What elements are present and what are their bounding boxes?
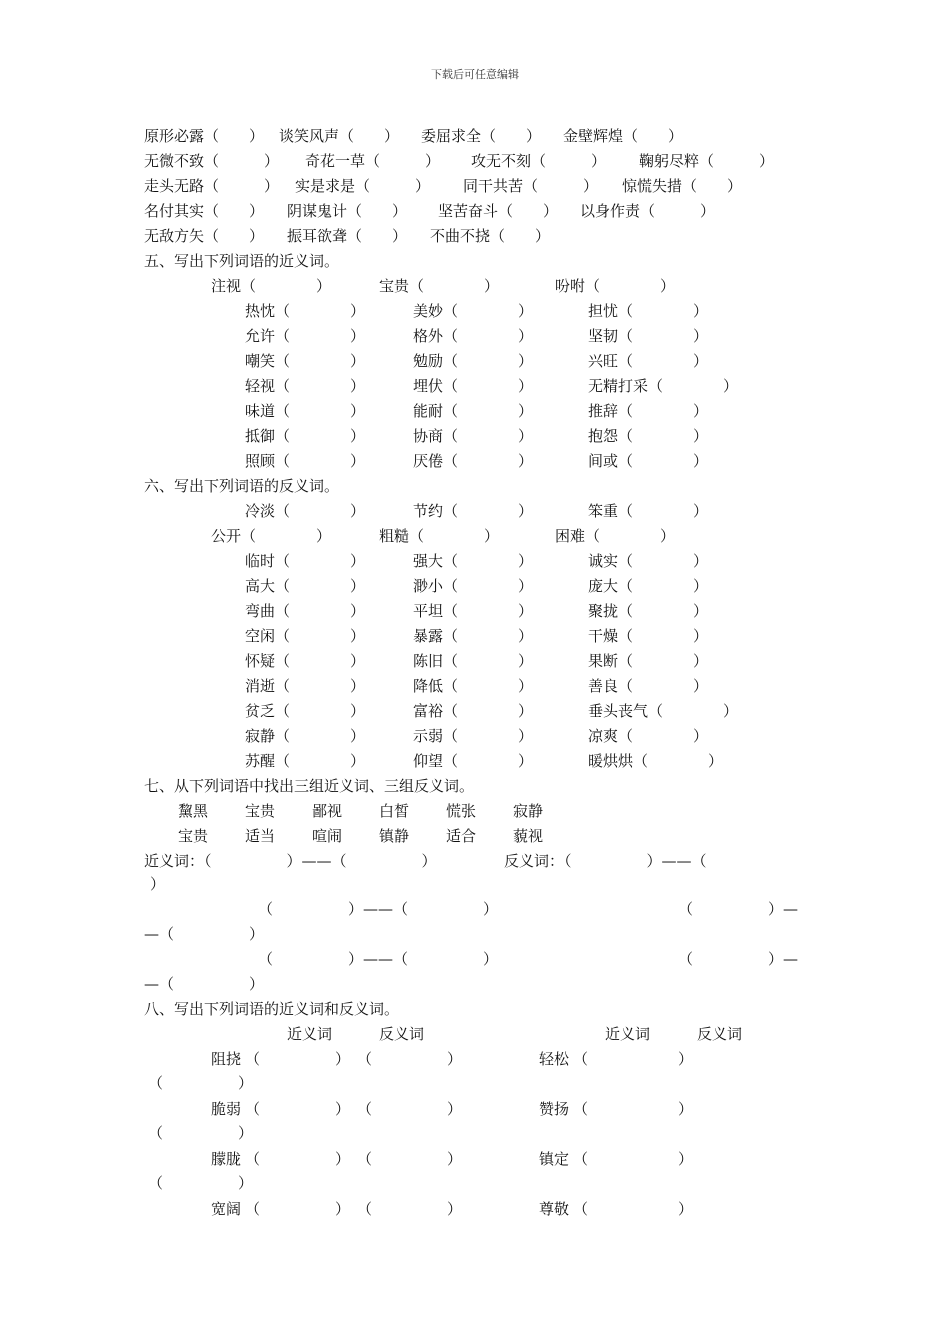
word-item: 降低（ ） <box>413 677 534 695</box>
idiom-item: 金壁辉煌（ ） <box>563 127 684 145</box>
word-item: 嘲笑（ ） <box>245 352 366 370</box>
word-item: 垂头丧气（ ） <box>588 702 739 720</box>
wrap-blank: —（ ） <box>144 925 265 943</box>
word-item: 临时（ ） <box>245 552 366 570</box>
word-item: 寂静（ ） <box>245 727 366 745</box>
word-item: 慌张 <box>446 802 477 820</box>
word-item: 平坦（ ） <box>413 602 534 620</box>
word-row <box>0 674 950 698</box>
word-item: 苏醒（ ） <box>245 752 366 770</box>
idiom-item: 以身作责（ ） <box>580 202 716 220</box>
blank: （ ） <box>573 1050 694 1068</box>
word-item: 寂静 <box>513 802 544 820</box>
word-item: 间或（ ） <box>588 452 709 470</box>
word-item: 味道（ ） <box>245 402 366 420</box>
col-antonym-header: 反义词 <box>697 1025 743 1043</box>
word-row <box>0 699 950 723</box>
word-item: 强大（ ） <box>413 552 534 570</box>
word-item: 格外（ ） <box>413 327 534 345</box>
word-item: 善良（ ） <box>588 677 709 695</box>
word-item: 热忱（ ） <box>245 302 366 320</box>
word-item: 果断（ ） <box>588 652 709 670</box>
idiom-item: 原形必露（ ） <box>144 127 265 145</box>
word-item: 赞扬 <box>539 1100 570 1118</box>
blank: （ ） <box>245 1150 351 1168</box>
idiom-item: 坚苦奋斗（ ） <box>438 202 559 220</box>
blank: （ ） <box>148 1124 254 1142</box>
word-row <box>0 324 950 348</box>
word-item: 空闲（ ） <box>245 627 366 645</box>
section-title <box>0 474 950 498</box>
word-item: 吩咐（ ） <box>555 277 676 295</box>
answer-row <box>0 897 950 921</box>
word-item: 轻视（ ） <box>245 377 366 395</box>
word-item: 镇定 <box>539 1150 570 1168</box>
idiom-item: 攻无不刻（ ） <box>471 152 607 170</box>
word-item: 勉励（ ） <box>413 352 534 370</box>
word-item: 宽阔 <box>211 1200 242 1218</box>
answer-row <box>0 849 950 873</box>
word-item: 抱怨（ ） <box>588 427 709 445</box>
word-item: 示弱（ ） <box>413 727 534 745</box>
word-item: 富裕（ ） <box>413 702 534 720</box>
word-item: 能耐（ ） <box>413 402 534 420</box>
word-item: 消逝（ ） <box>245 677 366 695</box>
word-row <box>0 724 950 748</box>
pair-row <box>0 1197 950 1221</box>
antonym-pair: （ ）— <box>678 900 799 918</box>
idiom-row <box>0 149 950 173</box>
antonym-pair: （ ）— <box>678 950 799 968</box>
word-item: 抵御（ ） <box>245 427 366 445</box>
idiom-item: 不曲不挠（ ） <box>430 227 551 245</box>
word-row <box>0 574 950 598</box>
idiom-item: 名付其实（ ） <box>144 202 265 220</box>
idiom-item: 惊慌失措（ ） <box>622 177 743 195</box>
idiom-item: 无敌方矢（ ） <box>144 227 265 245</box>
blank: （ ） <box>357 1050 463 1068</box>
idiom-row <box>0 124 950 148</box>
word-item: 朦胧 <box>211 1150 242 1168</box>
section-title <box>0 997 950 1021</box>
word-item: 美妙（ ） <box>413 302 534 320</box>
idiom-item: 同干共苦（ ） <box>463 177 599 195</box>
section-6-title: 六、写出下列词语的反义词。 <box>144 477 340 495</box>
word-row <box>0 399 950 423</box>
word-item: 暖烘烘（ ） <box>588 752 724 770</box>
wrap-close: ） <box>150 875 166 893</box>
word-item: 怀疑（ ） <box>245 652 366 670</box>
word-item: 凉爽（ ） <box>588 727 709 745</box>
word-list-row <box>0 824 950 848</box>
col-antonym-header: 反义词 <box>379 1025 425 1043</box>
word-row <box>0 749 950 773</box>
word-row <box>0 649 950 673</box>
page-header: 下载后可任意编辑 <box>431 68 519 81</box>
word-item: 公开（ ） <box>211 527 332 545</box>
word-item: 适合 <box>446 827 477 845</box>
section-title <box>0 774 950 798</box>
synonym-pair: （ ）——（ ） <box>258 950 499 968</box>
idiom-item: 振耳欲聋（ ） <box>287 227 408 245</box>
word-row <box>0 424 950 448</box>
word-item: 冷淡（ ） <box>245 502 366 520</box>
word-item: 照顾（ ） <box>245 452 366 470</box>
blank: （ ） <box>573 1100 694 1118</box>
word-item: 庞大（ ） <box>588 577 709 595</box>
idiom-item: 无微不致（ ） <box>144 152 280 170</box>
word-row <box>0 524 950 548</box>
blank: （ ） <box>148 1074 254 1092</box>
blank: （ ） <box>148 1174 254 1192</box>
blank: （ ） <box>245 1100 351 1118</box>
word-item: 笨重（ ） <box>588 502 709 520</box>
word-item: 藐视 <box>513 827 544 845</box>
word-item: 适当 <box>245 827 276 845</box>
synonym-answer: 近义词：（ ）——（ ） <box>144 852 437 870</box>
word-item: 暴露（ ） <box>413 627 534 645</box>
wrap-blank: —（ ） <box>144 975 265 993</box>
idiom-item: 奇花一草（ ） <box>305 152 441 170</box>
word-item: 诚实（ ） <box>588 552 709 570</box>
blank: （ ） <box>573 1150 694 1168</box>
word-item: 陈旧（ ） <box>413 652 534 670</box>
word-item: 高大（ ） <box>245 577 366 595</box>
idiom-row <box>0 224 950 248</box>
word-item: 聚拢（ ） <box>588 602 709 620</box>
word-row <box>0 549 950 573</box>
idiom-item: 鞠躬尽粹（ ） <box>639 152 775 170</box>
col-synonym-header: 近义词 <box>287 1025 333 1043</box>
blank: （ ） <box>245 1200 351 1218</box>
column-headers <box>0 1022 950 1046</box>
word-item: 鄙视 <box>312 802 343 820</box>
word-item: 注视（ ） <box>211 277 332 295</box>
word-item: 兴旺（ ） <box>588 352 709 370</box>
word-row <box>0 374 950 398</box>
word-item: 轻松 <box>539 1050 570 1068</box>
idiom-item: 阴谋鬼计（ ） <box>287 202 408 220</box>
word-item: 喧闹 <box>312 827 343 845</box>
idiom-item: 委屈求全（ ） <box>421 127 542 145</box>
answer-row <box>0 872 950 896</box>
col-synonym-header: 近义词 <box>605 1025 651 1043</box>
word-item: 允许（ ） <box>245 327 366 345</box>
word-item: 干燥（ ） <box>588 627 709 645</box>
word-item: 黧黑 <box>178 802 209 820</box>
idiom-item: 实是求是（ ） <box>295 177 431 195</box>
word-item: 尊敬 <box>539 1200 570 1218</box>
answer-row <box>0 972 950 996</box>
word-list-row <box>0 799 950 823</box>
word-item: 粗糙（ ） <box>379 527 500 545</box>
section-5-title: 五、写出下列词语的近义词。 <box>144 252 340 270</box>
word-row <box>0 599 950 623</box>
word-item: 推辞（ ） <box>588 402 709 420</box>
word-row <box>0 499 950 523</box>
blank: （ ） <box>357 1200 463 1218</box>
word-item: 白皙 <box>379 802 410 820</box>
word-item: 弯曲（ ） <box>245 602 366 620</box>
pair-row-wrap <box>0 1071 950 1095</box>
pair-row-wrap <box>0 1121 950 1145</box>
section-title <box>0 249 950 273</box>
pair-row <box>0 1097 950 1121</box>
pair-row <box>0 1047 950 1071</box>
word-item: 宝贵 <box>245 802 276 820</box>
word-item: 协商（ ） <box>413 427 534 445</box>
word-item: 担忧（ ） <box>588 302 709 320</box>
antonym-answer: 反义词：（ ）——（ <box>504 852 707 870</box>
word-item: 坚韧（ ） <box>588 327 709 345</box>
word-item: 厌倦（ ） <box>413 452 534 470</box>
word-item: 镇静 <box>379 827 410 845</box>
word-item: 节约（ ） <box>413 502 534 520</box>
word-row <box>0 449 950 473</box>
blank: （ ） <box>357 1100 463 1118</box>
idiom-item: 走头无路（ ） <box>144 177 280 195</box>
word-item: 脆弱 <box>211 1100 242 1118</box>
pair-row <box>0 1147 950 1171</box>
idiom-item: 谈笑风声（ ） <box>279 127 400 145</box>
section-8-title: 八、写出下列词语的近义词和反义词。 <box>144 1000 400 1018</box>
synonym-pair: （ ）——（ ） <box>258 900 499 918</box>
pair-row-wrap <box>0 1171 950 1195</box>
word-item: 贫乏（ ） <box>245 702 366 720</box>
word-item: 渺小（ ） <box>413 577 534 595</box>
word-row <box>0 299 950 323</box>
word-row <box>0 624 950 648</box>
word-item: 埋伏（ ） <box>413 377 534 395</box>
word-item: 仰望（ ） <box>413 752 534 770</box>
word-item: 宝贵 <box>178 827 209 845</box>
idiom-row <box>0 199 950 223</box>
word-item: 阻挠 <box>211 1050 242 1068</box>
blank: （ ） <box>245 1050 351 1068</box>
word-item: 宝贵（ ） <box>379 277 500 295</box>
blank: （ ） <box>357 1150 463 1168</box>
word-item: 困难（ ） <box>555 527 676 545</box>
word-item: 无精打采（ ） <box>588 377 739 395</box>
word-row <box>0 274 950 298</box>
answer-row <box>0 947 950 971</box>
section-7-title: 七、从下列词语中找出三组近义词、三组反义词。 <box>144 777 475 795</box>
idiom-row <box>0 174 950 198</box>
word-row <box>0 349 950 373</box>
blank: （ ） <box>573 1200 694 1218</box>
answer-row <box>0 922 950 946</box>
